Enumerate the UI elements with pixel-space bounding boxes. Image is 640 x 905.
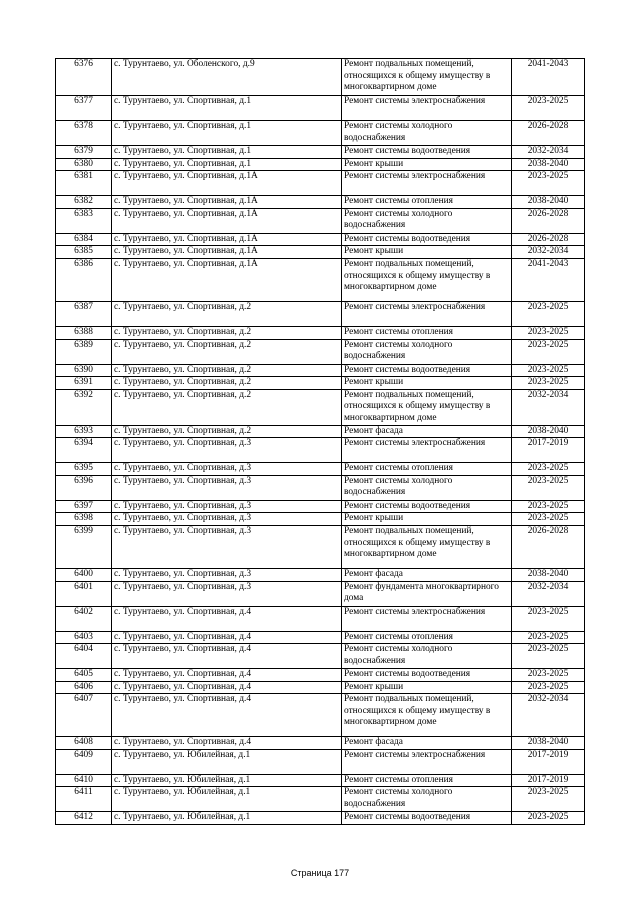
work-type-cell: Ремонт системы электроснабжения (342, 171, 512, 196)
work-type-cell: Ремонт фасада (342, 737, 512, 750)
row-number: 6404 (56, 644, 112, 669)
work-type-cell: Ремонт системы холодного водоснабжения (342, 787, 512, 812)
table-row (56, 196, 585, 209)
work-type-cell: Ремонт системы водоотведения (342, 146, 512, 159)
work-type-cell: Ремонт подвальных помещений, относящихся к общему имуществу в многоквартирном доме (342, 389, 512, 425)
address-cell: с. Турунтаево, ул. Спортивная, д.3 (112, 568, 342, 581)
address-cell: с. Турунтаево, ул. Спортивная, д.3 (112, 513, 342, 526)
table-row (56, 377, 585, 390)
table-row (56, 568, 585, 581)
address-cell: с. Турунтаево, ул. Спортивная, д.1 (112, 121, 342, 146)
row-number: 6392 (56, 389, 112, 425)
table-body (56, 59, 585, 825)
address-cell: с. Турунтаево, ул. Спортивная, д.1А (112, 208, 342, 233)
table-row (56, 463, 585, 476)
work-type-cell: Ремонт системы отопления (342, 774, 512, 787)
work-type-cell: Ремонт крыши (342, 158, 512, 171)
repair-schedule-table (55, 58, 585, 825)
row-number: 6389 (56, 339, 112, 364)
work-type-cell: Ремонт системы холодного водоснабжения (342, 644, 512, 669)
period-cell: 2038-2040 (512, 158, 585, 171)
row-number: 6379 (56, 146, 112, 159)
table-row (56, 669, 585, 682)
period-cell: 2023-2025 (512, 606, 585, 631)
table-row (56, 389, 585, 425)
address-cell: с. Турунтаево, ул. Спортивная, д.4 (112, 681, 342, 694)
work-type-cell: Ремонт системы водоотведения (342, 812, 512, 825)
row-number: 6390 (56, 364, 112, 377)
row-number: 6393 (56, 425, 112, 438)
table-row (56, 737, 585, 750)
table-row (56, 438, 585, 463)
address-cell: с. Турунтаево, ул. Спортивная, д.2 (112, 301, 342, 326)
row-number: 6376 (56, 59, 112, 96)
row-number: 6385 (56, 246, 112, 259)
work-type-cell: Ремонт системы электроснабжения (342, 438, 512, 463)
work-type-cell: Ремонт системы водоотведения (342, 364, 512, 377)
work-type-cell: Ремонт системы электроснабжения (342, 749, 512, 774)
work-type-cell: Ремонт системы отопления (342, 196, 512, 209)
work-type-cell: Ремонт системы холодного водоснабжения (342, 339, 512, 364)
table-row (56, 301, 585, 326)
table-row (56, 246, 585, 259)
table-row (56, 774, 585, 787)
period-cell: 2023-2025 (512, 463, 585, 476)
address-cell: с. Турунтаево, ул. Юбилейная, д.1 (112, 812, 342, 825)
period-cell: 2023-2025 (512, 669, 585, 682)
period-cell: 2023-2025 (512, 96, 585, 121)
work-type-cell: Ремонт фасада (342, 568, 512, 581)
work-type-cell: Ремонт системы электроснабжения (342, 606, 512, 631)
address-cell: с. Турунтаево, ул. Спортивная, д.3 (112, 463, 342, 476)
row-number: 6403 (56, 631, 112, 644)
row-number: 6398 (56, 513, 112, 526)
table-row (56, 158, 585, 171)
period-cell: 2032-2034 (512, 581, 585, 606)
address-cell: с. Турунтаево, ул. Спортивная, д.1А (112, 233, 342, 246)
period-cell: 2038-2040 (512, 737, 585, 750)
work-type-cell: Ремонт системы холодного водоснабжения (342, 475, 512, 500)
period-cell: 2032-2034 (512, 146, 585, 159)
period-cell: 2023-2025 (512, 644, 585, 669)
period-cell: 2017-2019 (512, 774, 585, 787)
table-row (56, 681, 585, 694)
table-row (56, 233, 585, 246)
row-number: 6407 (56, 694, 112, 737)
work-type-cell: Ремонт системы водоотведения (342, 669, 512, 682)
table-row (56, 364, 585, 377)
table-row (56, 326, 585, 339)
work-type-cell: Ремонт крыши (342, 513, 512, 526)
period-cell: 2032-2034 (512, 389, 585, 425)
address-cell: с. Турунтаево, ул. Спортивная, д.4 (112, 644, 342, 669)
address-cell: с. Турунтаево, ул. Спортивная, д.4 (112, 694, 342, 737)
table-row (56, 96, 585, 121)
table-row (56, 513, 585, 526)
period-cell: 2026-2028 (512, 525, 585, 568)
period-cell: 2023-2025 (512, 301, 585, 326)
address-cell: с. Турунтаево, ул. Спортивная, д.3 (112, 581, 342, 606)
table-row (56, 258, 585, 301)
row-number: 6402 (56, 606, 112, 631)
work-type-cell: Ремонт фундамента многоквартирного дома (342, 581, 512, 606)
table-row (56, 121, 585, 146)
row-number: 6396 (56, 475, 112, 500)
address-cell: с. Турунтаево, ул. Спортивная, д.3 (112, 438, 342, 463)
address-cell: с. Турунтаево, ул. Спортивная, д.2 (112, 364, 342, 377)
address-cell: с. Турунтаево, ул. Спортивная, д.1 (112, 158, 342, 171)
period-cell: 2026-2028 (512, 233, 585, 246)
row-number: 6400 (56, 568, 112, 581)
address-cell: с. Турунтаево, ул. Юбилейная, д.1 (112, 787, 342, 812)
address-cell: с. Турунтаево, ул. Спортивная, д.4 (112, 631, 342, 644)
row-number: 6409 (56, 749, 112, 774)
row-number: 6397 (56, 500, 112, 513)
period-cell: 2023-2025 (512, 364, 585, 377)
work-type-cell: Ремонт системы электроснабжения (342, 96, 512, 121)
work-type-cell: Ремонт крыши (342, 246, 512, 259)
row-number: 6378 (56, 121, 112, 146)
period-cell: 2038-2040 (512, 568, 585, 581)
row-number: 6388 (56, 326, 112, 339)
period-cell: 2032-2034 (512, 246, 585, 259)
work-type-cell: Ремонт подвальных помещений, относящихся к общему имуществу в многоквартирном доме (342, 59, 512, 96)
table-row (56, 787, 585, 812)
period-cell: 2038-2040 (512, 196, 585, 209)
table-row (56, 694, 585, 737)
row-number: 6382 (56, 196, 112, 209)
period-cell: 2023-2025 (512, 326, 585, 339)
table-row (56, 475, 585, 500)
period-cell: 2026-2028 (512, 208, 585, 233)
address-cell: с. Турунтаево, ул. Спортивная, д.4 (112, 669, 342, 682)
row-number: 6405 (56, 669, 112, 682)
row-number: 6395 (56, 463, 112, 476)
address-cell: с. Турунтаево, ул. Спортивная, д.2 (112, 339, 342, 364)
work-type-cell: Ремонт подвальных помещений, относящихся к общему имуществу в многоквартирном доме (342, 525, 512, 568)
period-cell: 2041-2043 (512, 258, 585, 301)
work-type-cell: Ремонт системы холодного водоснабжения (342, 121, 512, 146)
period-cell: 2017-2019 (512, 749, 585, 774)
table-row (56, 500, 585, 513)
table-row (56, 425, 585, 438)
address-cell: с. Турунтаево, ул. Юбилейная, д.1 (112, 749, 342, 774)
period-cell: 2023-2025 (512, 787, 585, 812)
table-row (56, 339, 585, 364)
row-number: 6377 (56, 96, 112, 121)
row-number: 6394 (56, 438, 112, 463)
address-cell: с. Турунтаево, ул. Спортивная, д.3 (112, 475, 342, 500)
row-number: 6383 (56, 208, 112, 233)
work-type-cell: Ремонт системы водоотведения (342, 500, 512, 513)
period-cell: 2023-2025 (512, 500, 585, 513)
row-number: 6380 (56, 158, 112, 171)
row-number: 6381 (56, 171, 112, 196)
row-number: 6410 (56, 774, 112, 787)
period-cell: 2026-2028 (512, 121, 585, 146)
work-type-cell: Ремонт системы электроснабжения (342, 301, 512, 326)
period-cell: 2038-2040 (512, 425, 585, 438)
address-cell: с. Турунтаево, ул. Спортивная, д.1А (112, 196, 342, 209)
table-row (56, 631, 585, 644)
row-number: 6384 (56, 233, 112, 246)
period-cell: 2041-2043 (512, 59, 585, 96)
address-cell: с. Турунтаево, ул. Спортивная, д.2 (112, 389, 342, 425)
address-cell: с. Турунтаево, ул. Спортивная, д.1А (112, 246, 342, 259)
table-row (56, 606, 585, 631)
table-row (56, 525, 585, 568)
row-number: 6391 (56, 377, 112, 390)
period-cell: 2023-2025 (512, 631, 585, 644)
row-number: 6408 (56, 737, 112, 750)
row-number: 6386 (56, 258, 112, 301)
address-cell: с. Турунтаево, ул. Оболенского, д.9 (112, 59, 342, 96)
row-number: 6406 (56, 681, 112, 694)
row-number: 6401 (56, 581, 112, 606)
work-type-cell: Ремонт системы отопления (342, 631, 512, 644)
address-cell: с. Турунтаево, ул. Спортивная, д.4 (112, 606, 342, 631)
table-row (56, 171, 585, 196)
address-cell: с. Турунтаево, ул. Спортивная, д.1 (112, 146, 342, 159)
address-cell: с. Турунтаево, ул. Спортивная, д.3 (112, 500, 342, 513)
table-row (56, 749, 585, 774)
address-cell: с. Турунтаево, ул. Спортивная, д.4 (112, 737, 342, 750)
work-type-cell: Ремонт фасада (342, 425, 512, 438)
period-cell: 2023-2025 (512, 513, 585, 526)
period-cell: 2023-2025 (512, 377, 585, 390)
period-cell: 2023-2025 (512, 171, 585, 196)
work-type-cell: Ремонт системы водоотведения (342, 233, 512, 246)
work-type-cell: Ремонт подвальных помещений, относящихся к общему имуществу в многоквартирном доме (342, 258, 512, 301)
period-cell: 2023-2025 (512, 681, 585, 694)
address-cell: с. Турунтаево, ул. Спортивная, д.1 (112, 96, 342, 121)
address-cell: с. Турунтаево, ул. Спортивная, д.3 (112, 525, 342, 568)
table-row (56, 59, 585, 96)
work-type-cell: Ремонт подвальных помещений, относящихся к общему имуществу в многоквартирном доме (342, 694, 512, 737)
address-cell: с. Турунтаево, ул. Спортивная, д.2 (112, 326, 342, 339)
work-type-cell: Ремонт системы холодного водоснабжения (342, 208, 512, 233)
address-cell: с. Турунтаево, ул. Спортивная, д.1А (112, 171, 342, 196)
work-type-cell: Ремонт крыши (342, 377, 512, 390)
row-number: 6412 (56, 812, 112, 825)
table-row (56, 581, 585, 606)
period-cell: 2023-2025 (512, 339, 585, 364)
address-cell: с. Турунтаево, ул. Спортивная, д.2 (112, 377, 342, 390)
work-type-cell: Ремонт крыши (342, 681, 512, 694)
work-type-cell: Ремонт системы отопления (342, 326, 512, 339)
row-number: 6411 (56, 787, 112, 812)
page-number: Страница 177 (290, 868, 350, 878)
period-cell: 2023-2025 (512, 812, 585, 825)
work-type-cell: Ремонт системы отопления (342, 463, 512, 476)
period-cell: 2032-2034 (512, 694, 585, 737)
period-cell: 2023-2025 (512, 475, 585, 500)
row-number: 6399 (56, 525, 112, 568)
table-row (56, 812, 585, 825)
table-row (56, 644, 585, 669)
address-cell: с. Турунтаево, ул. Спортивная, д.2 (112, 425, 342, 438)
address-cell: с. Турунтаево, ул. Спортивная, д.1А (112, 258, 342, 301)
address-cell: с. Турунтаево, ул. Юбилейная, д.1 (112, 774, 342, 787)
period-cell: 2017-2019 (512, 438, 585, 463)
table-row (56, 146, 585, 159)
row-number: 6387 (56, 301, 112, 326)
table-row (56, 208, 585, 233)
